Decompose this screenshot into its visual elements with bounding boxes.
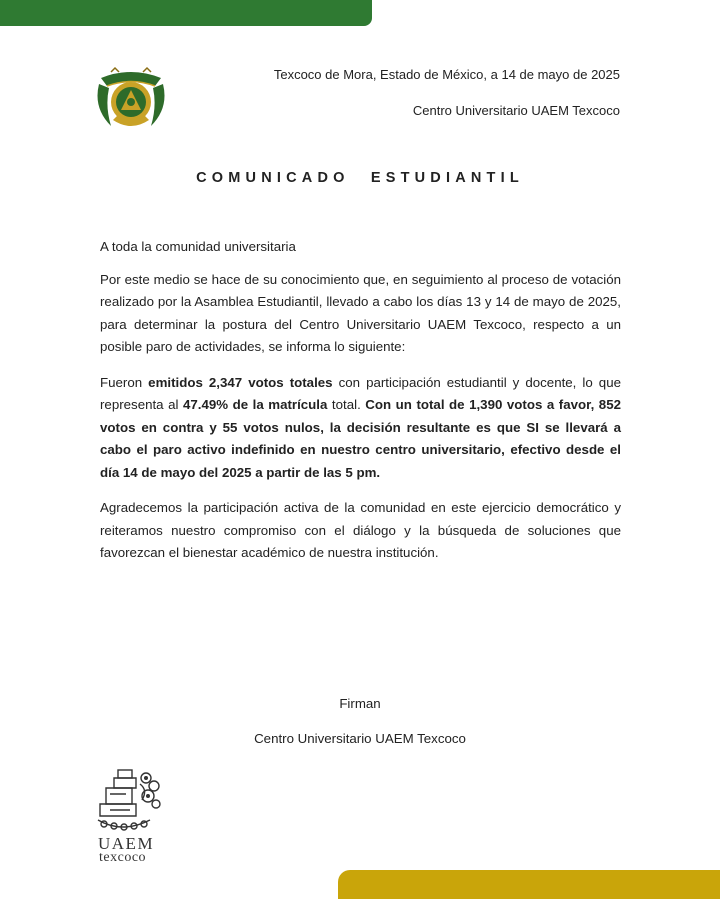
paragraph-closing: Agradecemos la participación activa de la comunidad en este ejercicio democrático y reiteramos nuestro compromiso con el diálogo y la búsqueda de soluciones que favorezcan el bienestar académico de nuestra institución.: [100, 500, 621, 560]
paragraph-intro: Por este medio se hace de su conocimiento que, en seguimiento al proceso de votación realizado por la Asamblea Estudiantil, llevado a cabo los días 13 y 14 de mayo de 2025, para determinar la postura del Centro Universitario UAEM Texcoco, respecto a un posible paro de actividades, se informa lo siguiente:: [100, 271, 621, 354]
paragraph-results: [100, 372, 621, 485]
logo-text-texcoco: texcoco: [99, 850, 147, 865]
place-date: Texcoco de Mora, Estado de México, a 14 de mayo de 2025: [273, 67, 620, 82]
greeting: A toda la comunidad universitaria: [100, 239, 296, 254]
document-title: COMUNICADO ESTUDIANTIL: [196, 170, 524, 186]
results-text-1: Fueron: [100, 374, 149, 390]
top-green-bar: [0, 0, 372, 26]
results-text-3: total.: [327, 397, 366, 412]
results-bold-3: Con un total de 1,390 votos a favor, 852 votos en contra y 55 votos nulos, la decisión resultante es que SI se llevará a cabo el paro activo indefinido en nuestro centro universitario, efectivo desde el día 14 de mayo del 2025 a partir de las 5 pm.: [100, 397, 621, 480]
bottom-gold-bar: [338, 870, 720, 899]
letter-body: [100, 236, 621, 578]
logo-text-uaem: UAEM: [98, 834, 155, 853]
signature-name: Centro Universitario UAEM Texcoco: [254, 731, 466, 746]
signature-label: Firman: [339, 696, 381, 711]
results-bold-1: emitidos 2,347 votos totales: [148, 374, 333, 390]
institution-name: Centro Universitario UAEM Texcoco: [412, 103, 620, 118]
results-text-2: con participación estudiantil y docente, lo que representa al: [100, 374, 621, 412]
results-bold-2: 47.49% de la matrícula: [182, 397, 328, 412]
university-seal-icon: [95, 64, 167, 132]
